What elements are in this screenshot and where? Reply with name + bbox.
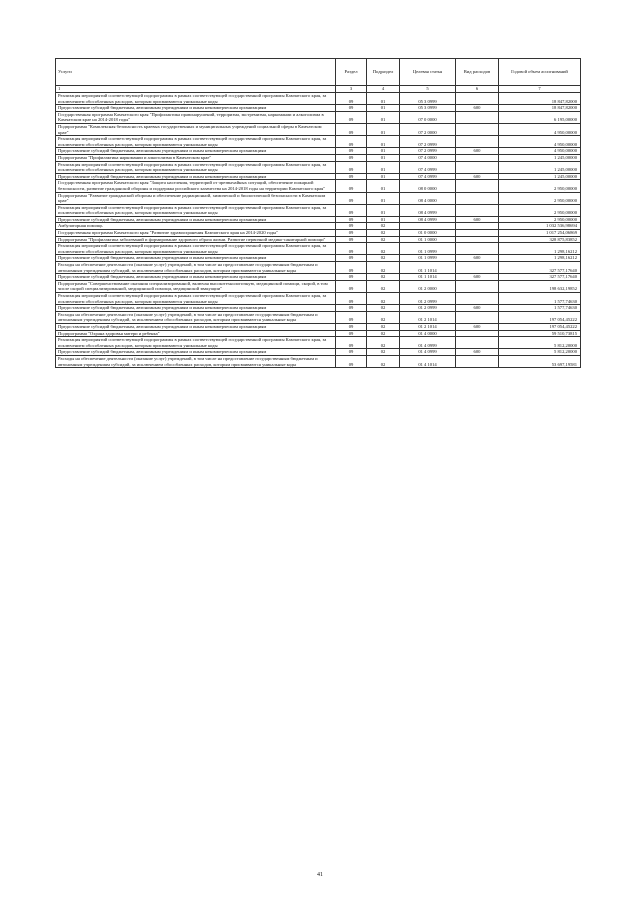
row-section: 09: [336, 148, 367, 155]
row-subsection: 01: [367, 148, 400, 155]
row-target: 07 4 0999: [400, 161, 456, 173]
row-target: 08 4 0999: [400, 204, 456, 216]
row-name: Амбулаторная помощь: [56, 223, 336, 230]
row-subsection: 02: [367, 311, 400, 323]
table-row: [56, 154, 581, 161]
column-number: 1: [56, 86, 336, 93]
row-name: Реализация мероприятий соответствующей подпрограммы в рамках соответствующей государственной программы Камчатского края, за исключением обособленных расходов, которым присваиваются уникальные коды: [56, 337, 336, 349]
row-name: Подпрограмма "Профилактика наркомании и алкоголизма в Камчатском крае": [56, 154, 336, 161]
row-section: 09: [336, 349, 367, 356]
row-sum: 2 950,00000: [499, 192, 581, 204]
column-number: 3: [336, 86, 367, 93]
row-section: 09: [336, 330, 367, 337]
row-name: Подпрограмма "Совершенствование оказания специализированной, включая высокотехнологичную, медицинской помощи, скорой, в том числе скорой специализированной, медицинской помощи, медицинской эвакуации": [56, 280, 336, 292]
row-target: 01 2 0999: [400, 293, 456, 305]
row-expense-type: [456, 123, 499, 135]
row-name: Предоставление субсидий бюджетным, автономным учреждениям и иным некоммерческим организациям: [56, 255, 336, 262]
row-section: 09: [336, 305, 367, 312]
row-name: Предоставление субсидий бюджетным, автономным учреждениям и иным некоммерческим организациям: [56, 323, 336, 330]
row-subsection: 02: [367, 349, 400, 356]
row-subsection: 01: [367, 111, 400, 123]
row-section: 09: [336, 93, 367, 105]
row-target: 01 1 0999: [400, 255, 456, 262]
row-subsection: 02: [367, 330, 400, 337]
row-name: Реализация мероприятий соответствующей подпрограммы в рамках соответствующей государственной программы Камчатского края, за исключением обособленных расходов, которым присваиваются уникальные коды: [56, 161, 336, 173]
header-name: Услуги: [56, 59, 336, 86]
row-section: 09: [336, 123, 367, 135]
row-sum: 4 950,00000: [499, 136, 581, 148]
row-name: Предоставление субсидий бюджетным, автономным учреждениям и иным некоммерческим организациям: [56, 274, 336, 281]
row-target: 01 1 0000: [400, 236, 456, 243]
row-target: 01 1 1014: [400, 262, 456, 274]
row-target: 01 2 0000: [400, 280, 456, 292]
row-expense-type: 600: [456, 349, 499, 356]
header-section: Раздел: [336, 59, 367, 86]
row-target: 07 0 0000: [400, 111, 456, 123]
row-sum: 4 950,00000: [499, 148, 581, 155]
row-section: 09: [336, 243, 367, 255]
row-section: 09: [336, 154, 367, 161]
row-sum: 1 577,74630: [499, 305, 581, 312]
row-target: 01 4 0999: [400, 337, 456, 349]
row-target: 05 3 0999: [400, 93, 456, 105]
row-sum: 18 847,82000: [499, 93, 581, 105]
row-sum: 197 054,45222: [499, 323, 581, 330]
row-target: 01 1 0999: [400, 243, 456, 255]
row-expense-type: [456, 293, 499, 305]
table-row: [56, 355, 581, 367]
table-row: [56, 173, 581, 180]
row-name: Предоставление субсидий бюджетным, автономным учреждениям и иным некоммерческим организациям: [56, 216, 336, 223]
row-expense-type: 600: [456, 255, 499, 262]
row-section: 09: [336, 236, 367, 243]
row-expense-type: [456, 262, 499, 274]
row-subsection: 02: [367, 223, 400, 230]
row-name: Реализация мероприятий соответствующей подпрограммы в рамках соответствующей государственной программы Камчатского края, за исключением обособленных расходов, которым присваиваются уникальные коды: [56, 93, 336, 105]
row-expense-type: [456, 311, 499, 323]
row-sum: 197 054,45222: [499, 311, 581, 323]
column-number: 6: [456, 86, 499, 93]
row-name: Предоставление субсидий бюджетным, автономным учреждениям и иным некоммерческим организациям: [56, 173, 336, 180]
row-subsection: 01: [367, 204, 400, 216]
row-subsection: 02: [367, 255, 400, 262]
row-subsection: 02: [367, 230, 400, 237]
page-number: 41: [317, 872, 323, 878]
row-section: 09: [336, 105, 367, 112]
row-sum: 1 032 536,98694: [499, 223, 581, 230]
row-section: 09: [336, 173, 367, 180]
table-row: [56, 255, 581, 262]
row-subsection: 01: [367, 180, 400, 192]
row-subsection: 01: [367, 216, 400, 223]
row-subsection: 02: [367, 305, 400, 312]
row-subsection: 01: [367, 154, 400, 161]
row-name: Предоставление субсидий бюджетным, автономным учреждениям и иным некоммерческим организациям: [56, 105, 336, 112]
table-row: [56, 93, 581, 105]
row-subsection: 02: [367, 280, 400, 292]
row-subsection: 02: [367, 355, 400, 367]
row-sum: 6 195,00000: [499, 111, 581, 123]
row-section: 09: [336, 262, 367, 274]
row-expense-type: [456, 243, 499, 255]
table-row: [56, 136, 581, 148]
row-section: 09: [336, 337, 367, 349]
row-subsection: 01: [367, 123, 400, 135]
row-subsection: 02: [367, 243, 400, 255]
row-expense-type: [456, 280, 499, 292]
row-section: 09: [336, 355, 367, 367]
row-sum: 1 245,00000: [499, 154, 581, 161]
row-expense-type: 600: [456, 274, 499, 281]
table-row: [56, 311, 581, 323]
table-row: [56, 180, 581, 192]
column-number: 4: [367, 86, 400, 93]
table-row: [56, 323, 581, 330]
row-target: 07 4 0999: [400, 173, 456, 180]
table-row: [56, 330, 581, 337]
row-name: Предоставление субсидий бюджетным, автономным учреждениям и иным некоммерческим организациям: [56, 148, 336, 155]
row-section: 09: [336, 255, 367, 262]
table-row: [56, 305, 581, 312]
table-header-row: [56, 59, 581, 86]
row-name: Реализация мероприятий соответствующей подпрограммы в рамках соответствующей государственной программы Камчатского края, за исключением обособленных расходов, которым присваиваются уникальные коды: [56, 204, 336, 216]
row-expense-type: 600: [456, 173, 499, 180]
row-target: 08 4 0000: [400, 192, 456, 204]
row-section: 09: [336, 180, 367, 192]
row-target: 07 4 0000: [400, 154, 456, 161]
row-name: Предоставление субсидий бюджетным, автономным учреждениям и иным некоммерческим организациям: [56, 349, 336, 356]
row-section: 09: [336, 230, 367, 237]
table-row: [56, 274, 581, 281]
row-subsection: 01: [367, 161, 400, 173]
row-sum: 1 017 254,06869: [499, 230, 581, 237]
row-subsection: 01: [367, 136, 400, 148]
row-sum: 2 950,00000: [499, 204, 581, 216]
row-name: Подпрограмма "Комплексная безопасность краевых государственных и муниципальных учреждений социальной сферы в Камчатском крае": [56, 123, 336, 135]
row-section: 09: [336, 192, 367, 204]
row-section: 09: [336, 136, 367, 148]
table-row: [56, 230, 581, 237]
table-row: [56, 161, 581, 173]
column-number: 7: [499, 86, 581, 93]
row-expense-type: [456, 161, 499, 173]
row-name: Предоставление субсидий бюджетным, автономным учреждениям и иным некоммерческим организациям: [56, 305, 336, 312]
row-target: 01 4 1014: [400, 355, 456, 367]
row-name: Подпрограмма "Развитие гражданской обороны и обеспечение радиационной, химической и биологической безопасности в Камчатском крае": [56, 192, 336, 204]
row-name: Подпрограмма "Охрана здоровья матери и ребенка": [56, 330, 336, 337]
row-target: 01 4 0999: [400, 349, 456, 356]
row-name: Государственная программа Камчатского края "Защита населения, территорий от чрезвычайных ситуаций, обеспечение пожарной безопасности, развитие гражданской обороны и поддержка российского казачества на 2014-2018 годы на территории Камчатского края": [56, 180, 336, 192]
row-sum: 327 577,17640: [499, 274, 581, 281]
row-target: 07 2 0000: [400, 123, 456, 135]
row-subsection: 02: [367, 293, 400, 305]
row-sum: 18 847,82000: [499, 105, 581, 112]
row-target: 08 0 0000: [400, 180, 456, 192]
column-number-row: [56, 86, 581, 93]
row-sum: 5 812,20000: [499, 349, 581, 356]
row-sum: 1 245,00000: [499, 173, 581, 180]
header-volume: Годовой объем ассигнований: [499, 59, 581, 86]
row-sum: 328 875,83852: [499, 236, 581, 243]
row-target: 01 1 1014: [400, 274, 456, 281]
column-number: 5: [400, 86, 456, 93]
row-name: Реализация мероприятий соответствующей подпрограммы в рамках соответствующей государственной программы Камчатского края, за исключением обособленных расходов, которым присваиваются уникальные коды: [56, 243, 336, 255]
row-sum: 1 298,16212: [499, 255, 581, 262]
row-sum: 59 510,73815: [499, 330, 581, 337]
row-expense-type: [456, 236, 499, 243]
row-target: 01 0 0000: [400, 230, 456, 237]
row-expense-type: [456, 192, 499, 204]
row-target: 05 3 0999: [400, 105, 456, 112]
table-row: [56, 111, 581, 123]
table-row: [56, 216, 581, 223]
row-expense-type: [456, 154, 499, 161]
row-expense-type: [456, 337, 499, 349]
row-subsection: 02: [367, 236, 400, 243]
row-expense-type: 600: [456, 323, 499, 330]
row-subsection: 02: [367, 262, 400, 274]
row-sum: 2 950,00000: [499, 180, 581, 192]
table-body: [56, 93, 581, 368]
row-expense-type: 600: [456, 148, 499, 155]
row-section: 09: [336, 223, 367, 230]
table-row: [56, 243, 581, 255]
row-name: Расходы на обеспечение деятельности (оказание услуг) учреждений, в том числе на предоставление государственным бюджетным и автономным учреждениям субсидий, за исключением обособленных расходов, которым присваиваются уникальные коды: [56, 355, 336, 367]
row-name: Расходы на обеспечение деятельности (оказание услуг) учреждений, в том числе на предоставление государственным бюджетным и автономным учреждениям субсидий, за исключением обособленных расходов, которым присваиваются уникальные коды: [56, 311, 336, 323]
table-row: [56, 148, 581, 155]
row-sum: 1 577,74630: [499, 293, 581, 305]
row-target: 01 2 0999: [400, 305, 456, 312]
row-expense-type: [456, 330, 499, 337]
table-row: [56, 293, 581, 305]
row-expense-type: [456, 136, 499, 148]
row-expense-type: [456, 204, 499, 216]
row-sum: 1 245,00000: [499, 161, 581, 173]
row-expense-type: [456, 355, 499, 367]
row-section: 09: [336, 323, 367, 330]
row-section: 09: [336, 280, 367, 292]
row-expense-type: 600: [456, 305, 499, 312]
row-sum: 4 950,00000: [499, 123, 581, 135]
row-target: 01 2 1014: [400, 311, 456, 323]
row-expense-type: [456, 223, 499, 230]
row-section: 09: [336, 274, 367, 281]
row-sum: 327 577,17640: [499, 262, 581, 274]
row-expense-type: 600: [456, 216, 499, 223]
table-row: [56, 236, 581, 243]
row-subsection: 02: [367, 337, 400, 349]
header-target: Целевая статья: [400, 59, 456, 86]
row-section: 09: [336, 161, 367, 173]
table-row: [56, 337, 581, 349]
row-section: 09: [336, 216, 367, 223]
row-expense-type: [456, 230, 499, 237]
row-expense-type: 600: [456, 105, 499, 112]
row-sum: 198 632,19852: [499, 280, 581, 292]
header-subsection: Подраздел: [367, 59, 400, 86]
row-target: 07 2 0999: [400, 136, 456, 148]
row-target: 08 4 0999: [400, 216, 456, 223]
row-subsection: 02: [367, 323, 400, 330]
row-sum: 53 697,19581: [499, 355, 581, 367]
table-row: [56, 223, 581, 230]
table-row: [56, 204, 581, 216]
row-section: 09: [336, 311, 367, 323]
row-name: Реализация мероприятий соответствующей подпрограммы в рамках соответствующей государственной программы Камчатского края, за исключением обособленных расходов, которым присваиваются уникальные коды: [56, 293, 336, 305]
table-row: [56, 123, 581, 135]
row-section: 09: [336, 204, 367, 216]
table-row: [56, 105, 581, 112]
row-subsection: 01: [367, 192, 400, 204]
table-row: [56, 349, 581, 356]
header-expense-type: Вид расходов: [456, 59, 499, 86]
row-sum: 1 298,16212: [499, 243, 581, 255]
row-sum: 5 812,20000: [499, 337, 581, 349]
table-row: [56, 192, 581, 204]
row-section: 09: [336, 293, 367, 305]
row-name: Государственная программа Камчатского края "Профилактика правонарушений, терроризма, экстремизма, наркомании и алкоголизма в Камчатском крае на 2014-2018 годы": [56, 111, 336, 123]
row-subsection: 01: [367, 173, 400, 180]
row-name: Расходы на обеспечение деятельности (оказание услуг) учреждений, в том числе на предоставление государственным бюджетным и автономным учреждениям субсидий, за исключением обособленных расходов, которым присваиваются уникальные коды: [56, 262, 336, 274]
row-name: Реализация мероприятий соответствующей подпрограммы в рамках соответствующей государственной программы Камчатского края, за исключением обособленных расходов, которым присваиваются уникальные коды: [56, 136, 336, 148]
row-subsection: 01: [367, 105, 400, 112]
row-name: Подпрограмма "Профилактика заболеваний и формирование здорового образа жизни. Развитие первичной медико-санитарной помощи": [56, 236, 336, 243]
row-expense-type: [456, 111, 499, 123]
row-expense-type: [456, 93, 499, 105]
row-target: 07 2 0999: [400, 148, 456, 155]
row-section: 09: [336, 111, 367, 123]
row-sum: 2 950,00000: [499, 216, 581, 223]
row-target: 01 4 0000: [400, 330, 456, 337]
row-subsection: 01: [367, 93, 400, 105]
row-name: Государственная программа Камчатского края "Развитие здравоохранения Камчатского края на 2014-2020 годы": [56, 230, 336, 237]
table-row: [56, 262, 581, 274]
row-target: [400, 223, 456, 230]
row-expense-type: [456, 180, 499, 192]
row-subsection: 02: [367, 274, 400, 281]
row-target: 01 2 1014: [400, 323, 456, 330]
budget-table: [55, 58, 581, 368]
table-row: [56, 280, 581, 292]
